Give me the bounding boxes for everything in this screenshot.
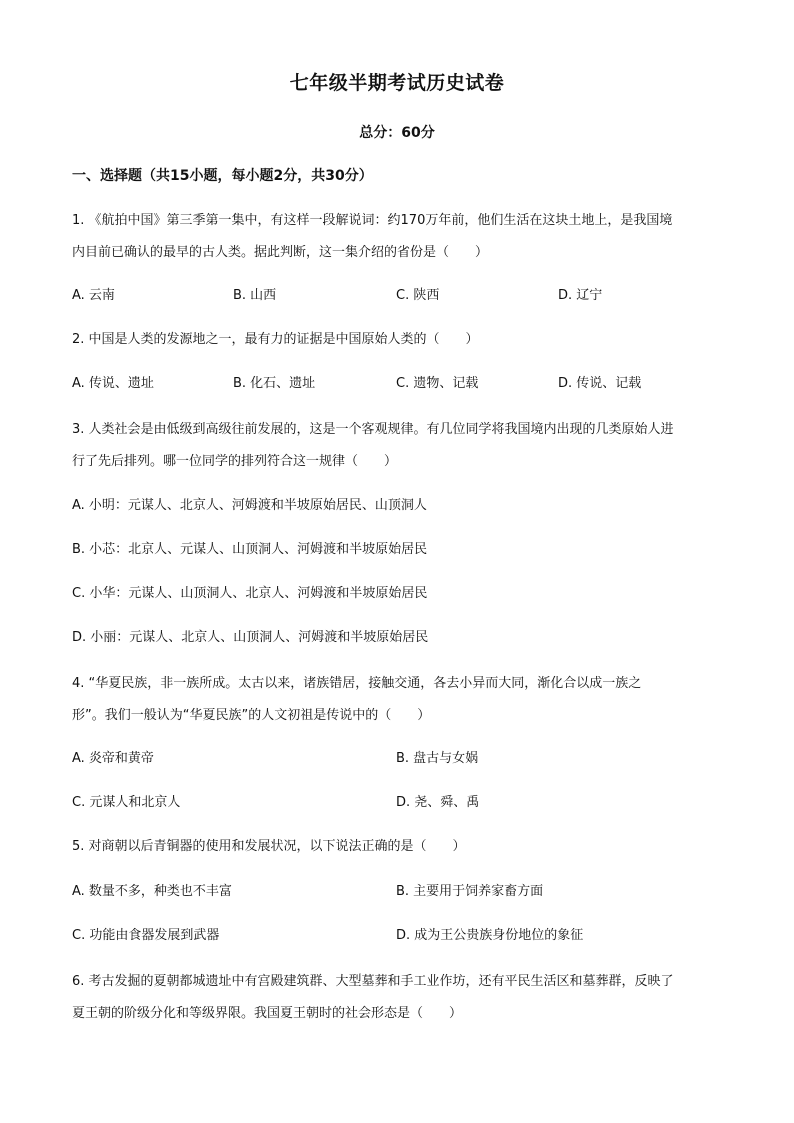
question-2: [72, 324, 722, 356]
question-1-line-2: 内目前已确认的最早的古人类。据此判断，这一集介绍的省份是（ ）: [72, 245, 489, 260]
question-4-option-b[interactable]: B. 盘古与女娲: [396, 751, 479, 766]
question-2-option-a[interactable]: A. 传说、遗址: [72, 376, 154, 391]
question-4-line-1: 4. “华夏民族，非一族所成。太古以来，诸族错居，接触交通，各去小异而大同，渐化合以成一族之: [72, 676, 642, 691]
question-3-line-1: 3. 人类社会是由低级到高级往前发展的，这是一个客观规律。有几位同学将我国境内出现的几类原始人进: [72, 422, 674, 437]
question-4-option-c[interactable]: C. 元谋人和北京人: [72, 795, 181, 810]
question-2-line-1: 2. 中国是人类的发源地之一，最有力的证据是中国原始人类的（ ）: [72, 332, 479, 347]
question-1: [72, 205, 722, 269]
question-1-option-d[interactable]: D. 辽宁: [558, 288, 603, 303]
question-6-line-2: 夏王朝的阶级分化和等级界限。我国夏王朝时的社会形态是（ ）: [72, 1006, 463, 1021]
question-2-options: [72, 368, 722, 400]
question-2-option-c[interactable]: C. 遗物、记载: [396, 376, 479, 391]
question-4-line-2: 形”。我们一般认为“华夏民族”的人文初祖是传说中的（ ）: [72, 708, 431, 723]
question-6-line-1: 6. 考古发掘的夏朝都城遗址中有宫殿建筑群、大型墓葬和手工业作坊，还有平民生活区和墓葬群，反映了: [72, 974, 674, 989]
question-5-line-1: 5. 对商朝以后青铜器的使用和发展状况，以下说法正确的是（ ）: [72, 839, 466, 854]
page-title: 七年级半期考试历史试卷: [289, 72, 505, 94]
question-1-option-c[interactable]: C. 陕西: [396, 288, 440, 303]
question-5-option-a[interactable]: A. 数量不多，种类也不丰富: [72, 884, 232, 899]
question-2-option-d[interactable]: D. 传说、记载: [558, 376, 642, 391]
question-1-line-1: 1. 《航拍中国》第三季第一集中，有这样一段解说词：约170万年前，他们生活在这块土地上，是我国境: [72, 213, 673, 228]
question-2-option-b[interactable]: B. 化石、遗址: [233, 376, 316, 391]
question-3-option-b[interactable]: B. 小芯：北京人、元谋人、山顶洞人、河姆渡和半坡原始居民: [72, 542, 428, 557]
question-3-line-2: 行了先后排列。哪一位同学的排列符合这一规律（ ）: [72, 454, 398, 469]
question-3-option-a[interactable]: A. 小明：元谋人、北京人、河姆渡和半坡原始居民、山顶洞人: [72, 498, 427, 513]
question-4-options-row-2: [72, 787, 722, 819]
question-4-option-a[interactable]: A. 炎帝和黄帝: [72, 751, 154, 766]
question-1-options: [72, 280, 722, 312]
question-4-option-d[interactable]: D. 尧、舜、禹: [396, 795, 480, 810]
question-5-option-b[interactable]: B. 主要用于饲养家畜方面: [396, 884, 544, 899]
question-3: [72, 414, 722, 478]
question-5-option-d[interactable]: D. 成为王公贵族身份地位的象征: [396, 928, 584, 943]
question-5-option-c[interactable]: C. 功能由食器发展到武器: [72, 928, 220, 943]
question-5-options-row-1: [72, 876, 722, 908]
question-3-option-c[interactable]: C. 小华：元谋人、山顶洞人、北京人、河姆渡和半坡原始居民: [72, 586, 428, 601]
question-1-option-a[interactable]: A. 云南: [72, 288, 115, 303]
question-6: [72, 966, 722, 1030]
question-5: [72, 831, 722, 863]
question-1-option-b[interactable]: B. 山西: [233, 288, 277, 303]
question-4-options-row-1: [72, 743, 722, 775]
section-heading: 一、选择题（共15小题，每小题2分，共30分）: [72, 168, 373, 184]
total-score: 总分：60分: [359, 125, 435, 141]
question-4: [72, 668, 722, 732]
question-5-options-row-2: [72, 920, 722, 952]
question-3-option-d[interactable]: D. 小丽：元谋人、北京人、山顶洞人、河姆渡和半坡原始居民: [72, 630, 429, 645]
